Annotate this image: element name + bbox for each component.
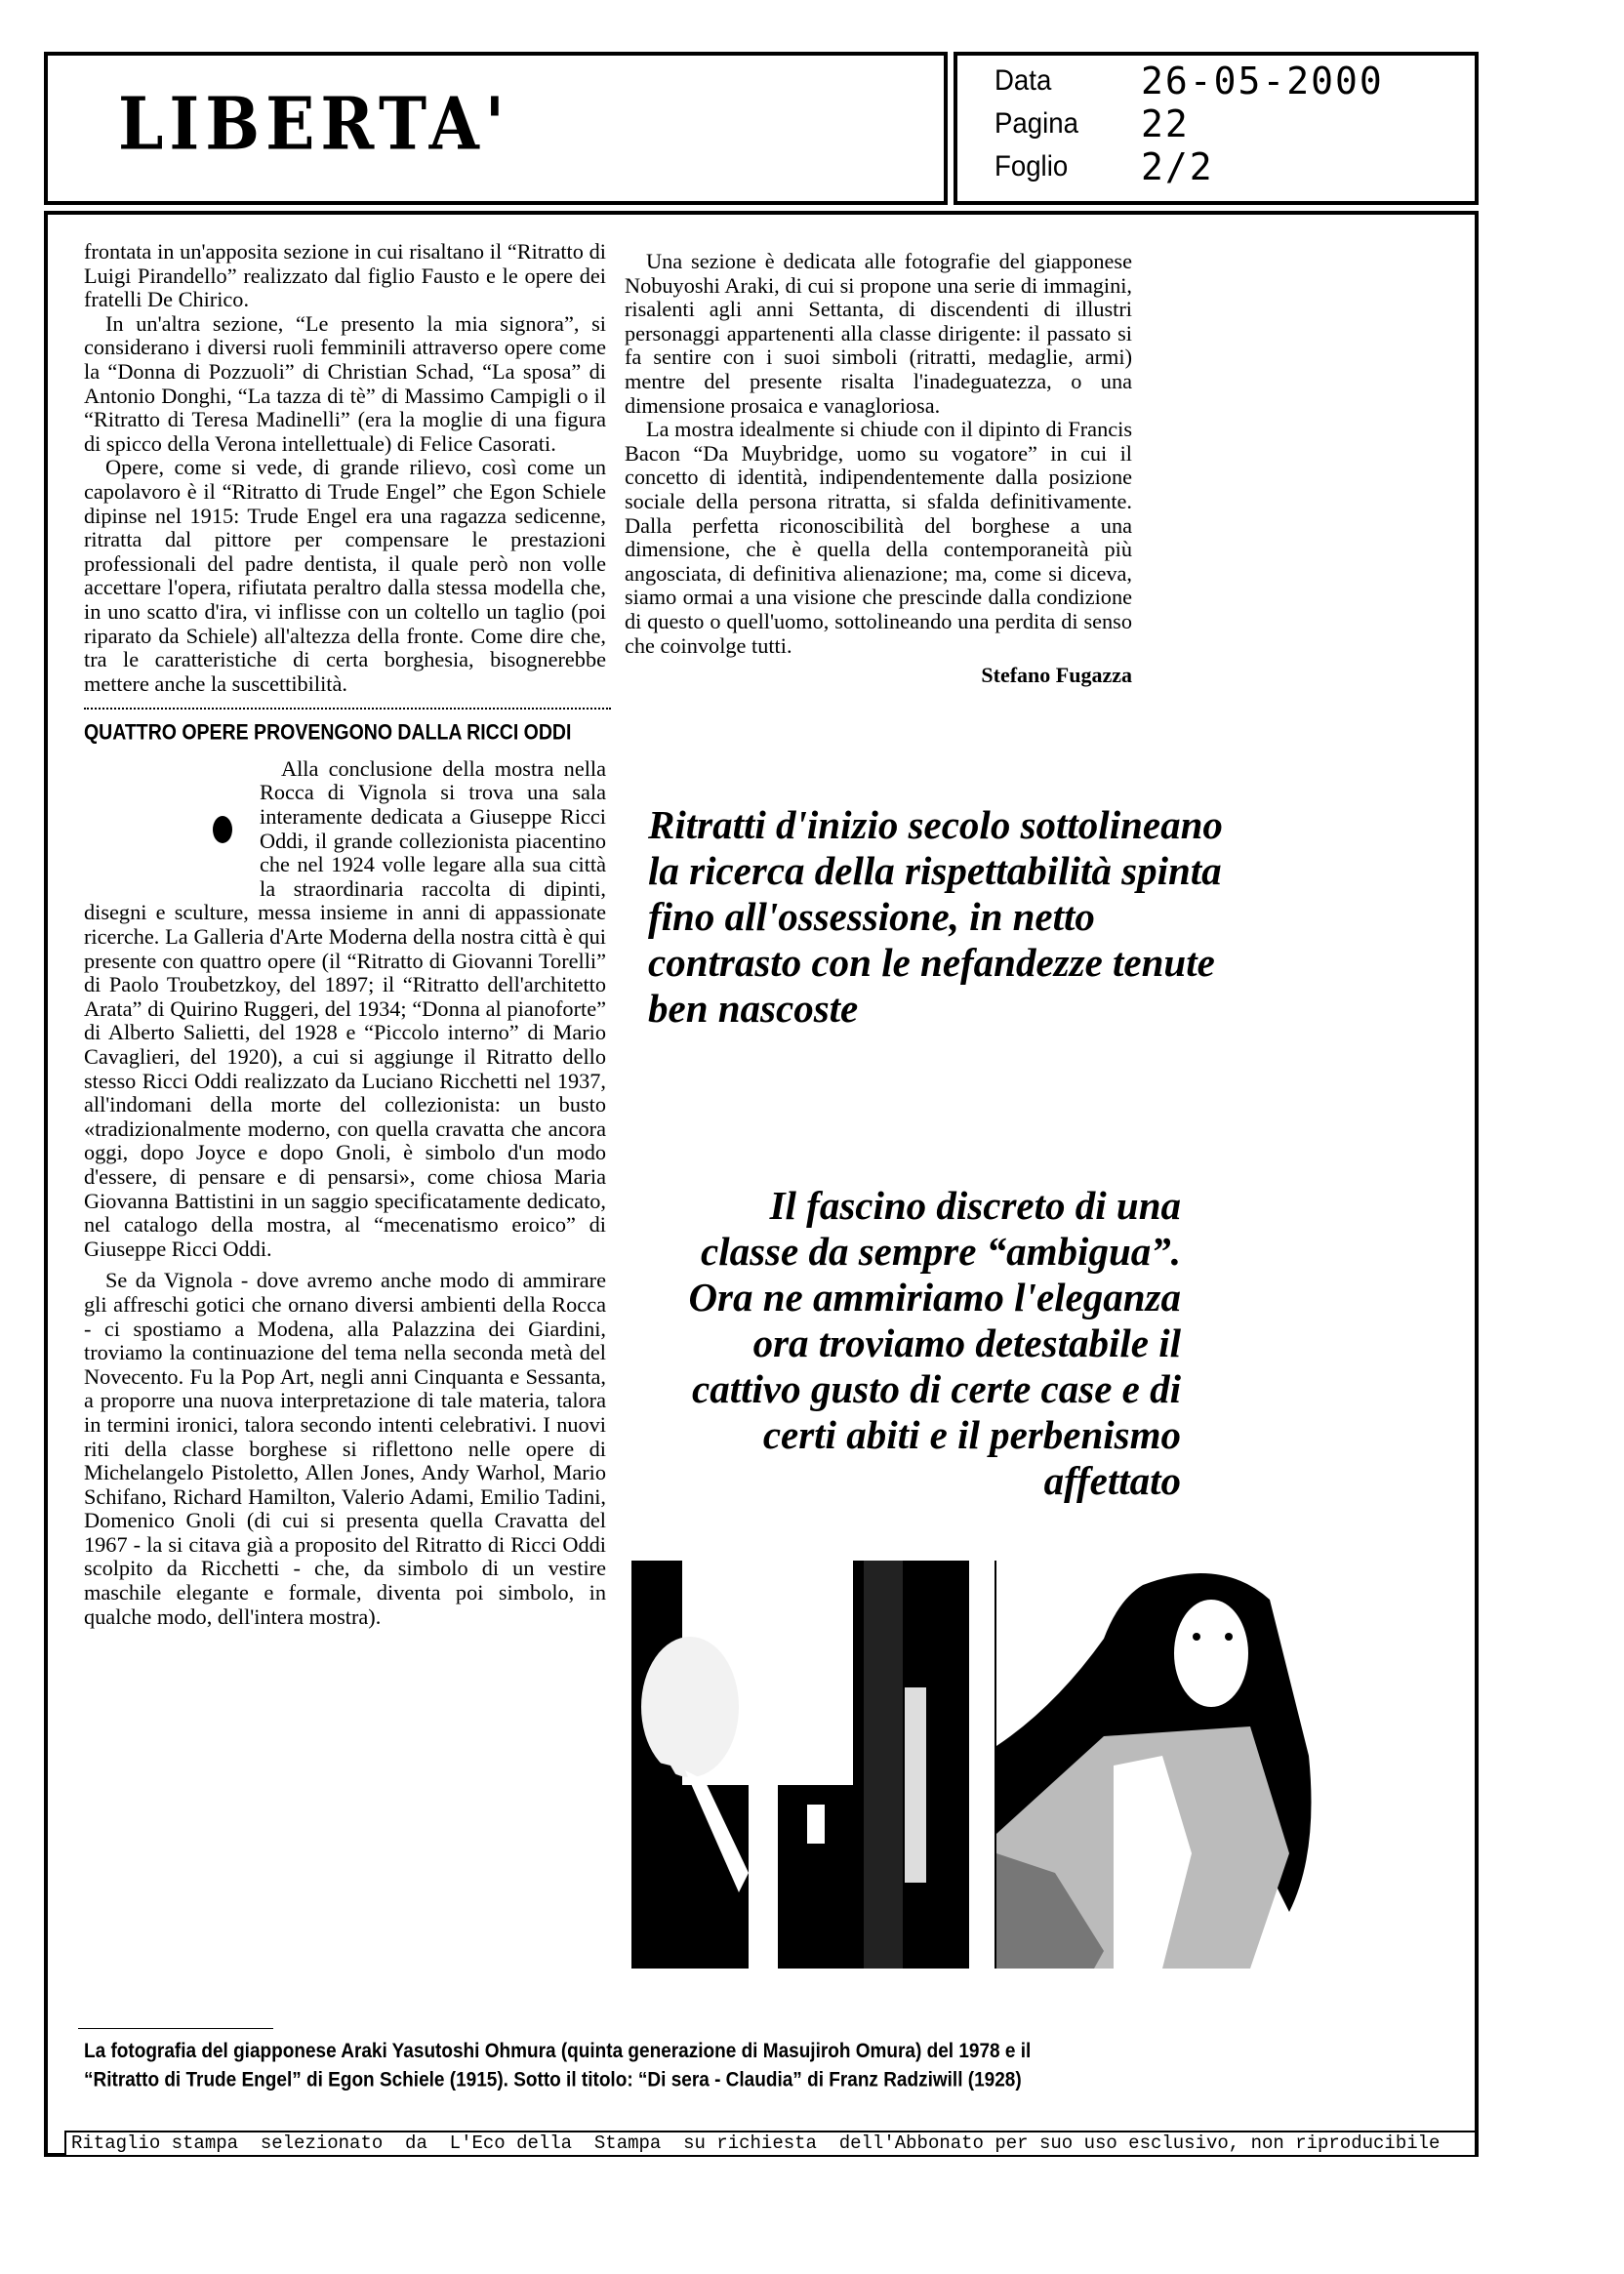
masthead-box [44, 52, 948, 205]
caption-line: “Ritratto di Trude Engel” di Egon Schiele (1915). Sotto il titolo: “Di sera - Claudia” di Franz Radziwill (1928) [84, 2068, 1022, 2091]
meta-row-sheet [995, 145, 1214, 188]
paragraph: Una sezione è dedicata alle fotografie del giapponese Nobuyoshi Araki, di cui si propone una serie di immagini, risalenti agli anni Settanta, di discendenti di illustri personaggi appartenenti alla classe dirigente: il passato si fa sentire con i suoi simboli (ritratti, medaglie, armi) mentre del presente risalta l'inadeguatezza, o una dimensione prosaica e vanagloriosa. [625, 249, 1132, 418]
paragraph: Opere, come si vede, di grande rilievo, così come un capolavoro è il “Ritratto di Trude Engel” che Egon Schiele dipinse nel 1915: Trude Engel era una ragazza sedicenne, ritratta dal pittore per compensare le prestazioni professionali del padre dentista, il quale però non volle accettare l'opera, rifiutata peraltro dalla stessa modella che, in uno scatto d'ira, vi inflisse con un coltello un taglio (poi riparato da Schiele) all'altezza della fronte. Come dire che, tra le caratteristiche di certa borghesia, bisognerebbe mettere anche la suscettibilità. [84, 455, 606, 696]
drop-gap [84, 787, 260, 894]
meta-value-page: 22 [1141, 102, 1190, 145]
photo-caption [84, 2038, 1450, 2094]
section-subheading: QUATTRO OPERE PROVENGONO DALLA RICCI ODDI [84, 720, 572, 746]
meta-row-date [995, 60, 1384, 102]
section-divider [84, 708, 611, 710]
paragraph: Alla conclusione della mostra nella Rocca di Vignola si trova una sala interamente dedicata a Giuseppe Ricci Oddi, il grande collezionista piacentino che nel 1924 volle legare alla sua città la straordinaria raccolta di dipinti, disegni e sculture, messa insieme in anni di appassionate ricerche. La Galleria d'Arte Moderna della nostra città è qui presente con quattro opere (il “Ritratto di Giovanni Torelli” di Paolo Troubetzkoy, del 1897; il “Ritratto dell'architetto Arata” di Quirino Ruggeri, del 1934; “Donna al pianoforte” di Alberto Salietti, del 1928 e “Piccolo interno” di Mario Cavaglieri, del 1920), a cui si aggiunge il Ritratto dello stesso Ricci Oddi realizzato da Luciano Ricchetti nel 1937, all'indomani della morte del collezionista: un busto «tradizionalmente moderno, con quella cravatta che ancora oggi, dopo Joyce e dopo Gnoli, è simbolo d'un modo d'essere, di pensare e di pensarsi», come chiosa Maria Giovanna Battistini in un saggio specificatamente dedicato, nel catalogo della mostra, al “mecenatismo eroico” di Giuseppe Ricci Oddi. [84, 755, 606, 1261]
paragraph: La mostra idealmente si chiude con il dipinto di Francis Bacon “Da Muybridge, uomo su vogatore” in cui il concetto di identità, indipendentemente dalla posizione sociale della persona ritratta, si sfalda definitivamente. Dalla perfetta riconoscibilità del borghese a una dimensione, che è quella della contemporaneità più angosciata, di definitiva alienazione; ma, come si diceva, siamo ormai a una visione che prescinde dalla condizione di questo o quell'uomo, sottolineando una perdita di senso che coinvolge tutti. [625, 417, 1132, 658]
caption-divider [78, 2028, 273, 2029]
meta-label-date: Data [995, 64, 1052, 97]
man-portrait-image [631, 1561, 969, 1969]
paragraph: frontata in un'apposita sezione in cui risaltano il “Ritratto di Luigi Pirandello” realizzato dal figlio Fausto e le opere dei fratelli De Chirico. [84, 239, 606, 312]
right-column [625, 250, 1132, 688]
meta-value-date: 26-05-2000 [1141, 60, 1384, 102]
meta-row-page [995, 102, 1190, 145]
caption-line: La fotografia del giapponese Araki Yasutoshi Ohmura (quinta generazione di Masujiroh Omura) del 1978 e il [84, 2040, 1032, 2063]
photo-trude-engel-painting [995, 1561, 1359, 1969]
paragraph: In un'altra sezione, “Le presento la mia signora”, si considerano i diversi ruoli femminili attraverso opere come la “Donna di Pozzuoli” di Christian Schad, “La sposa” di Antonio Donghi, “La tazza di tè” di Massimo Campigli o il “Ritratto di Teresa Madinelli” (era la moglie di una figura di spicco della Verona intellettuale) di Felice Casorati. [84, 310, 606, 456]
pull-quote: Il fascino discreto di una classe da sempre “ambigua”. Ora ne ammiriamo l'eleganza ora troviamo detestabile il cattivo gusto di certe case e di certi abiti e il perbenismo affettato [688, 1183, 1181, 1503]
left-column [84, 240, 606, 1629]
bullet-icon [213, 816, 232, 843]
author-byline: Stefano Fugazza [981, 663, 1132, 688]
paragraph: Se da Vignola - dove avremo anche modo di ammirare gli affreschi gotici che ornano diversi ambienti della Rocca - ci spostiamo a Modena, alla Palazzina dei Giardini, troviamo la continuazione del tema nella seconda metà del Novecento. Fu la Pop Art, negli anni Cinquanta e Sessanta, a proporre una nuova interpretazione di tale materia, talora in termini ironici, talora secondo intenti celebrativi. I nuovi riti della classe borghese si riflettono nelle opere di Michelangelo Pistoletto, Allen Jones, Andy Warhol, Mario Schifano, Richard Hamilton, Valerio Adami, Emilio Tadini, Domenico Gnoli (di cui si presenta quella Cravatta del 1967 - la si citava già a proposito del Ritratto di Ricci Oddi scolpito da Ricchetti - che, da simbolo di un vestire maschile elegante e formale, diventa poi simbolo, in qualche modo, dell'intera mostra). [84, 1268, 606, 1629]
newspaper-masthead: LIBERTA' [118, 81, 510, 167]
press-clipping-notice: Ritaglio stampa selezionato da L'Eco della Stampa su richiesta dell'Abbonato per suo uso esclusivo, non riproducibile [64, 2131, 1477, 2157]
pull-quote: Ritratti d'inizio secolo sottolineano la ricerca della rispettabilità spinta fino all'ossessione, in netto contrasto con le nefandezze tenute ben nascoste [648, 802, 1223, 1031]
woman-portrait-image [996, 1561, 1359, 1969]
meta-label-sheet: Foglio [995, 150, 1069, 183]
meta-label-page: Pagina [995, 107, 1078, 140]
photo-araki-portrait [631, 1561, 969, 1969]
meta-value-sheet: 2/2 [1141, 145, 1214, 188]
publication-meta-box [954, 52, 1479, 205]
